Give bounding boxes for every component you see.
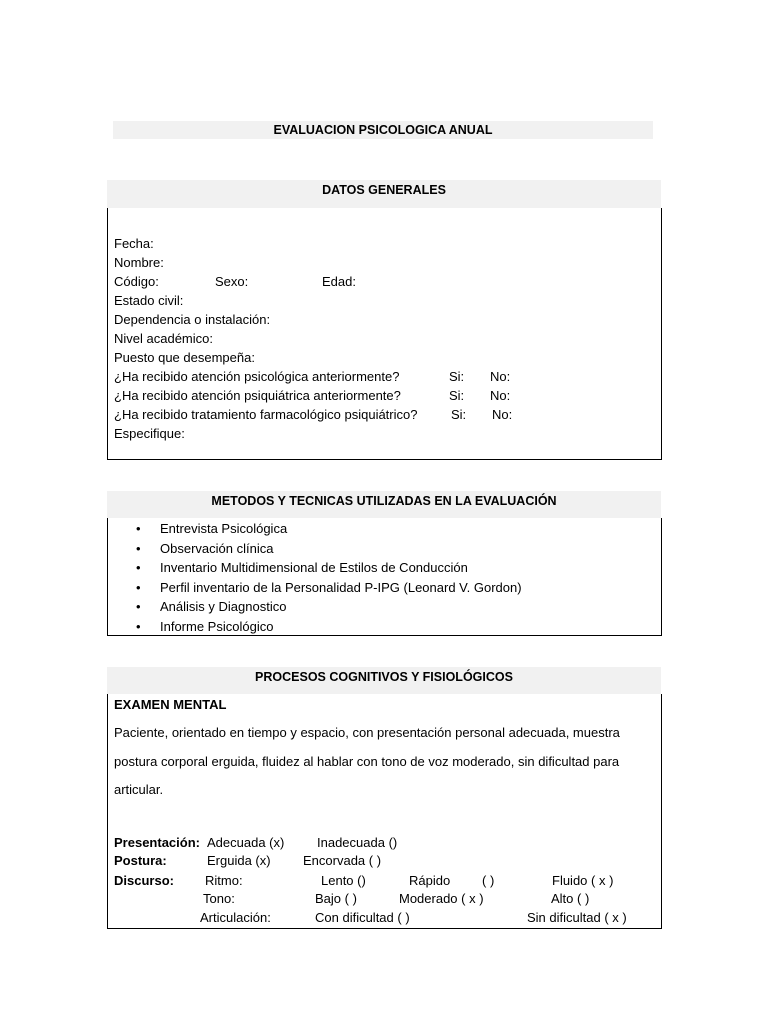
tono-label: Tono: — [203, 891, 235, 906]
list-item-label: Perfil inventario de la Personalidad P-IPG (Leonard V. Gordon) — [160, 579, 522, 595]
tono-bajo: Bajo ( ) — [315, 891, 357, 906]
examen-mental-title: EXAMEN MENTAL — [114, 697, 227, 712]
ritmo-lento: Lento () — [321, 873, 366, 888]
articulacion-con-dificultad: Con dificultad ( ) — [315, 910, 410, 925]
dependencia-label: Dependencia o instalación: — [114, 312, 271, 327]
list-item-label: Informe Psicológico — [160, 618, 274, 634]
fecha-label: Fecha: — [114, 236, 154, 251]
articulacion-label: Articulación: — [200, 910, 271, 925]
question-psiquiatrica: ¿Ha recibido atención psiquiátrica anteriormente? — [114, 388, 401, 403]
bullet-icon: • — [136, 579, 141, 595]
procesos-header: PROCESOS COGNITIVOS Y FISIOLÓGICOS — [107, 667, 661, 694]
question-psiquiatrica-no: No: — [490, 388, 511, 403]
examen-paragraph-line-2: postura corporal erguida, fluidez al hablar con tono de voz moderado, sin dificultad para — [114, 754, 620, 769]
metodos-box — [107, 518, 662, 636]
list-item — [108, 519, 522, 539]
postura-encorvada: Encorvada ( ) — [303, 853, 382, 868]
question-psiquiatrica-si: Si: — [449, 388, 465, 403]
examen-paragraph-line-1: Paciente, orientado en tiempo y espacio, con presentación personal adecuada, muestra — [114, 725, 620, 740]
question-farmacologico: ¿Ha recibido tratamiento farmacológico psiquiátrico? — [114, 407, 418, 422]
ritmo-label: Ritmo: — [205, 873, 243, 888]
metodos-list — [108, 519, 522, 636]
bullet-icon: • — [136, 540, 141, 556]
list-item-label: Entrevista Psicológica — [160, 521, 288, 536]
datos-generales-header: DATOS GENERALES — [107, 180, 661, 208]
question-psicologica-si: Si: — [449, 369, 465, 384]
bullet-icon: • — [136, 560, 141, 575]
list-item — [108, 597, 522, 617]
question-farmacologico-si: Si: — [451, 407, 467, 422]
postura-erguida: Erguida (x) — [207, 853, 271, 868]
sexo-label: Sexo: — [215, 274, 249, 289]
list-item-label: Observación clínica — [160, 540, 274, 556]
estado-civil-label: Estado civil: — [114, 293, 184, 308]
list-item — [108, 539, 522, 559]
presentacion-inadecuada: Inadecuada () — [317, 835, 398, 850]
list-item — [108, 578, 522, 598]
tono-moderado: Moderado ( x ) — [399, 891, 484, 906]
question-psicologica: ¿Ha recibido atención psicológica anteriormente? — [114, 369, 400, 384]
ritmo-rapido: Rápido — [409, 873, 451, 888]
especifique-label: Especifique: — [114, 426, 185, 441]
nivel-academico-label: Nivel académico: — [114, 331, 213, 346]
presentacion-adecuada: Adecuada (x) — [207, 835, 285, 850]
question-psicologica-no: No: — [490, 369, 511, 384]
ritmo-fluido: Fluido ( x ) — [552, 873, 614, 888]
list-item-label: Análisis y Diagnostico — [160, 599, 287, 614]
examen-paragraph-line-3: articular. — [114, 782, 164, 797]
question-farmacologico-no: No: — [492, 407, 513, 422]
metodos-header: METODOS Y TECNICAS UTILIZADAS EN LA EVALUACIÓN — [107, 491, 661, 518]
articulacion-sin-dificultad: Sin dificultad ( x ) — [527, 910, 627, 925]
list-item-label: Inventario Multidimensional de Estilos de Conducción — [160, 560, 468, 575]
list-item — [108, 558, 522, 578]
presentacion-label: Presentación: — [114, 835, 200, 850]
postura-label: Postura: — [114, 853, 167, 868]
bullet-icon: • — [136, 599, 141, 614]
document-title: EVALUACION PSICOLOGICA ANUAL — [113, 121, 653, 139]
procesos-box — [107, 694, 662, 929]
edad-label: Edad: — [322, 274, 356, 289]
bullet-icon: • — [136, 521, 141, 536]
ritmo-rapido-mark: ( ) — [482, 873, 495, 888]
list-item — [108, 617, 522, 637]
bullet-icon: • — [136, 618, 141, 634]
discurso-label: Discurso: — [114, 873, 174, 888]
puesto-label: Puesto que desempeña: — [114, 350, 255, 365]
datos-generales-box — [107, 208, 662, 460]
nombre-label: Nombre: — [114, 255, 164, 270]
codigo-label: Código: — [114, 274, 159, 289]
tono-alto: Alto ( ) — [551, 891, 590, 906]
